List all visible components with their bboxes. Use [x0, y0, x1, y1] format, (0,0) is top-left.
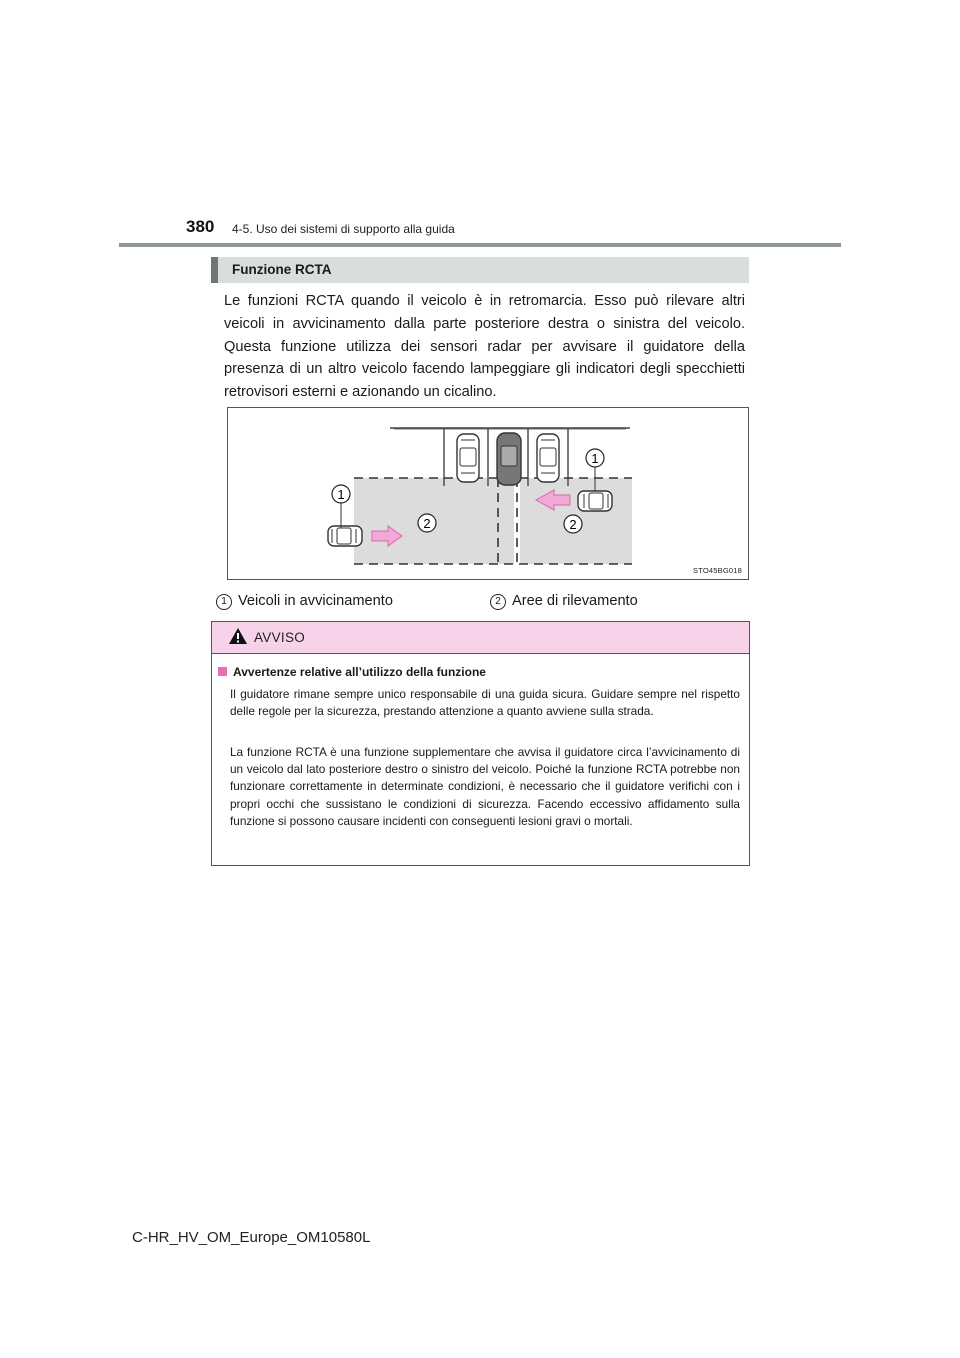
rcta-diagram [228, 408, 748, 579]
callout-vehicle-right [586, 449, 604, 467]
heading-bar [211, 257, 749, 283]
legend-label: Aree di rilevamento [512, 593, 638, 609]
rcta-illustration [227, 407, 749, 580]
svg-text:2: 2 [569, 517, 577, 532]
warning-box [211, 621, 750, 866]
approaching-car-right [578, 491, 612, 511]
document-code: C-HR_HV_OM_Europe_OM10580L [132, 1229, 371, 1246]
legend-item-1 [216, 593, 393, 610]
warning-paragraph: La funzione RCTA è una funzione supplementare che avvisa il guidatore circa l’avvicinamento di un veicolo dal lato posteriore destro o sinistro del veicolo. Poiché la funzione RCTA potrebbe non funzionare correttamente in determinate condizioni, è necessario che il guidatore verifichi con i propri occhi che sussistano le condizioni di sicurezza. Facendo eccessivo affidamento sulla funzione si possono causare incidenti con conseguenti lesioni gravi o mortali. [230, 745, 740, 828]
legend-label: Veicoli in avvicinamento [238, 593, 393, 609]
warning-triangle-icon [228, 627, 248, 645]
heading-title: Funzione RCTA [232, 262, 332, 277]
callout-area-left [418, 514, 436, 532]
warning-subtitle: Avvertenze relative all’utilizzo della funzione [218, 665, 486, 679]
section-title: 4-5. Uso dei sistemi di supporto alla guida [232, 222, 455, 236]
callout-area-right [564, 515, 582, 533]
reversing-car [497, 433, 521, 485]
page-number: 380 [186, 217, 215, 236]
legend-number: 1 [216, 594, 232, 610]
svg-text:1: 1 [591, 451, 599, 466]
svg-text:2: 2 [423, 516, 431, 531]
warning-header [212, 622, 749, 654]
header-rule [119, 243, 841, 247]
svg-text:1: 1 [337, 487, 345, 502]
approaching-car-left [328, 526, 362, 546]
warning-paragraph: Il guidatore rimane sempre unico responsabile di una guida sicura. Guidare sempre nel rispetto delle regole per la sicurezza, prestando attenzione a quanto avviene sulla strada. [230, 687, 740, 719]
parked-car-left [457, 434, 479, 482]
figure-code: STO45BG018 [693, 566, 742, 575]
intro-paragraph: Le funzioni RCTA quando il veicolo è in retromarcia. Esso può rilevare altri veicoli in avvicinamento dalla parte posteriore destra o sinistra del veicolo. Questa funzione utilizza dei sensori radar per avvisare il guidatore della presenza di un altro veicolo facendo lampeggiare gli indicatori degli specchietti retrovisori esterni e azionando un cicalino. [224, 293, 745, 401]
legend-item-2 [490, 593, 638, 610]
warning-title: AVVISO [254, 630, 306, 645]
square-bullet-icon [218, 667, 227, 676]
parked-car-right [537, 434, 559, 482]
legend-number: 2 [490, 594, 506, 610]
callout-vehicle-left [332, 485, 350, 503]
